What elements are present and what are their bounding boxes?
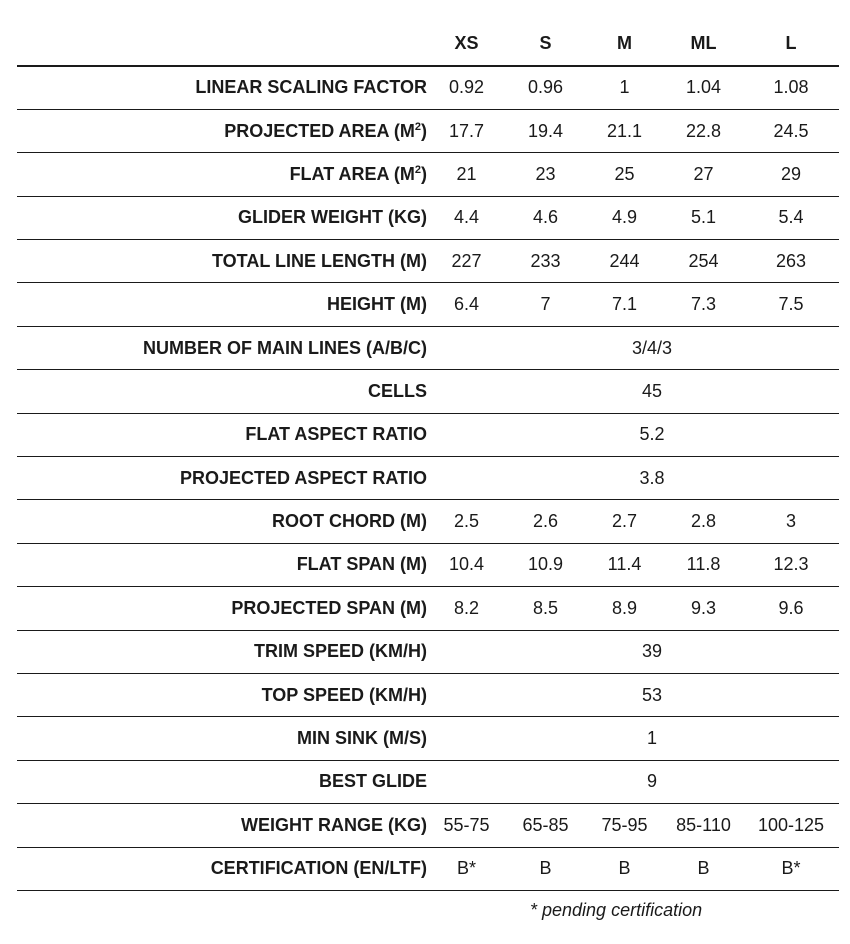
row-label-text: FLAT SPAN (M): [296, 554, 427, 575]
table-row: [17, 66, 839, 109]
row-label-superscript: 2: [414, 163, 421, 176]
table-row: [17, 283, 839, 326]
shared-value-cell: 1: [427, 717, 839, 760]
value-cell: 254: [664, 240, 743, 283]
footnote: * pending certification: [530, 900, 703, 920]
value-cell: B: [506, 847, 585, 890]
row-label-text: GLIDER WEIGHT (KG): [238, 207, 427, 228]
table-row: [17, 413, 839, 456]
header-row: [17, 22, 839, 66]
value-cell: 21.1: [585, 109, 664, 152]
row-label-text: MIN SINK (M/S): [297, 728, 427, 749]
row-label: [17, 847, 427, 890]
row-label: [17, 196, 427, 239]
row-label-text: PROJECTED AREA (M: [224, 120, 415, 141]
row-label: [17, 760, 427, 803]
value-cell: 1.08: [743, 66, 839, 109]
value-cell: 0.92: [427, 66, 506, 109]
row-label-text: BEST GLIDE: [318, 771, 427, 792]
row-label: [17, 283, 427, 326]
value-cell: B: [664, 847, 743, 890]
value-cell: 4.4: [427, 196, 506, 239]
row-label-text: LINEAR SCALING FACTOR: [195, 77, 427, 98]
row-label: [17, 717, 427, 760]
table-row: [17, 196, 839, 239]
value-cell: 233: [506, 240, 585, 283]
row-label: [17, 153, 427, 196]
value-cell: 8.5: [506, 587, 585, 630]
row-label: [17, 109, 427, 152]
table-row: [17, 587, 839, 630]
value-cell: 227: [427, 240, 506, 283]
row-label-text: WEIGHT RANGE (KG): [241, 814, 427, 835]
value-cell: 9.3: [664, 587, 743, 630]
row-label: [17, 457, 427, 500]
value-cell: 244: [585, 240, 664, 283]
value-cell: 9.6: [743, 587, 839, 630]
table-row: [17, 500, 839, 543]
value-cell: 5.4: [743, 196, 839, 239]
row-label: [17, 673, 427, 716]
table-row: [17, 804, 839, 847]
row-label-text: PROJECTED SPAN (M): [231, 597, 427, 618]
value-cell: 6.4: [427, 283, 506, 326]
value-cell: 11.4: [585, 543, 664, 586]
value-cell: B*: [743, 847, 839, 890]
table-row: [17, 673, 839, 716]
value-cell: 29: [743, 153, 839, 196]
table-row: [17, 153, 839, 196]
table-row: [17, 109, 839, 152]
value-cell: 0.96: [506, 66, 585, 109]
value-cell: 22.8: [664, 109, 743, 152]
table-row: [17, 326, 839, 369]
value-cell: 7.5: [743, 283, 839, 326]
value-cell: 4.6: [506, 196, 585, 239]
column-header: M: [585, 22, 664, 66]
row-label-text: HEIGHT (M): [327, 294, 427, 315]
table-row: [17, 543, 839, 586]
row-label-text: CERTIFICATION (EN/LTF): [210, 858, 427, 879]
value-cell: 85-110: [664, 804, 743, 847]
value-cell: B*: [427, 847, 506, 890]
table-header: [17, 22, 839, 66]
row-label-text: PROJECTED ASPECT RATIO: [179, 467, 427, 488]
value-cell: 7: [506, 283, 585, 326]
header-empty-cell: [17, 22, 427, 66]
shared-value-cell: 3.8: [427, 457, 839, 500]
shared-value-cell: 9: [427, 760, 839, 803]
row-label: [17, 500, 427, 543]
row-label-text: TOP SPEED (KM/H): [261, 684, 427, 705]
table-row: [17, 760, 839, 803]
value-cell: 27: [664, 153, 743, 196]
row-label-text: CELLS: [367, 380, 427, 401]
shared-value-cell: 5.2: [427, 413, 839, 456]
table-row: [17, 717, 839, 760]
shared-value-cell: 45: [427, 370, 839, 413]
value-cell: 2.8: [664, 500, 743, 543]
shared-value-cell: 53: [427, 673, 839, 716]
value-cell: 2.7: [585, 500, 664, 543]
value-cell: 23: [506, 153, 585, 196]
value-cell: 2.5: [427, 500, 506, 543]
value-cell: 10.4: [427, 543, 506, 586]
value-cell: 4.9: [585, 196, 664, 239]
value-cell: 7.1: [585, 283, 664, 326]
row-label: [17, 804, 427, 847]
value-cell: 55-75: [427, 804, 506, 847]
row-label-text: ROOT CHORD (M): [272, 511, 427, 532]
row-label: [17, 326, 427, 369]
column-header: XS: [427, 22, 506, 66]
value-cell: 2.6: [506, 500, 585, 543]
table-row: [17, 457, 839, 500]
value-cell: 8.9: [585, 587, 664, 630]
row-label: [17, 370, 427, 413]
row-label-text: NUMBER OF MAIN LINES (A/B/C): [143, 337, 427, 358]
value-cell: 1: [585, 66, 664, 109]
row-label: [17, 66, 427, 109]
row-label: [17, 543, 427, 586]
row-label: [17, 240, 427, 283]
value-cell: B: [585, 847, 664, 890]
value-cell: 8.2: [427, 587, 506, 630]
row-label: [17, 630, 427, 673]
value-cell: 7.3: [664, 283, 743, 326]
value-cell: 100-125: [743, 804, 839, 847]
value-cell: 65-85: [506, 804, 585, 847]
row-label-text: FLAT ASPECT RATIO: [245, 424, 427, 445]
shared-value-cell: 3/4/3: [427, 326, 839, 369]
value-cell: 75-95: [585, 804, 664, 847]
column-header: ML: [664, 22, 743, 66]
table-row: [17, 240, 839, 283]
value-cell: 5.1: [664, 196, 743, 239]
table-body: [17, 66, 839, 890]
value-cell: 24.5: [743, 109, 839, 152]
table-row: [17, 630, 839, 673]
column-header: L: [743, 22, 839, 66]
column-header: S: [506, 22, 585, 66]
table-row: [17, 847, 839, 890]
value-cell: 263: [743, 240, 839, 283]
row-label-superscript: 2: [414, 120, 421, 133]
row-label: [17, 587, 427, 630]
table-row: [17, 370, 839, 413]
row-label: [17, 413, 427, 456]
value-cell: 3: [743, 500, 839, 543]
value-cell: 17.7: [427, 109, 506, 152]
row-label-end: ): [421, 163, 427, 184]
spec-table: [17, 22, 839, 891]
row-label-text: TRIM SPEED (KM/H): [254, 641, 427, 662]
value-cell: 19.4: [506, 109, 585, 152]
row-label-text: TOTAL LINE LENGTH (M): [212, 250, 427, 271]
value-cell: 25: [585, 153, 664, 196]
row-label-text: FLAT AREA (M: [289, 163, 415, 184]
value-cell: 11.8: [664, 543, 743, 586]
shared-value-cell: 39: [427, 630, 839, 673]
row-label-end: ): [421, 120, 427, 141]
value-cell: 21: [427, 153, 506, 196]
value-cell: 10.9: [506, 543, 585, 586]
value-cell: 1.04: [664, 66, 743, 109]
value-cell: 12.3: [743, 543, 839, 586]
